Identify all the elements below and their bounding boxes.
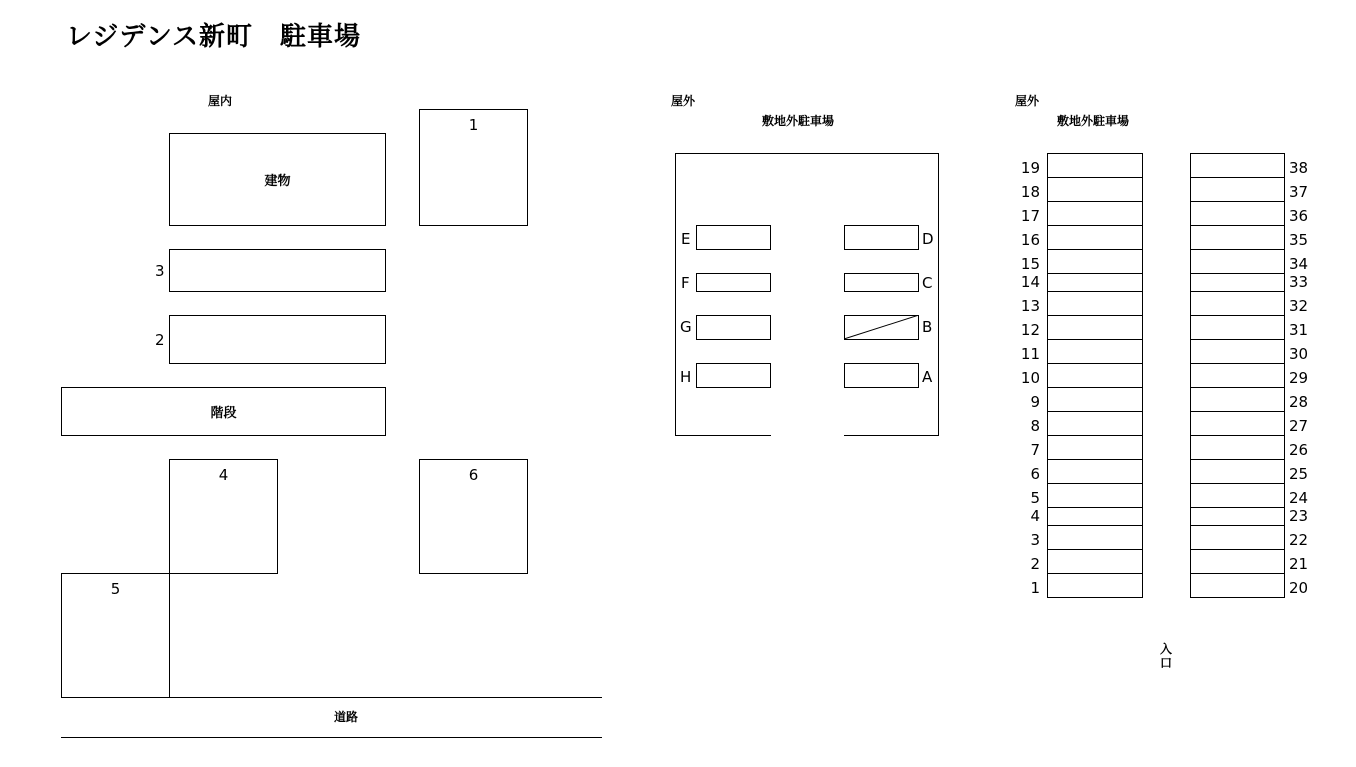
lot-b-parking-space bbox=[1190, 153, 1285, 178]
lot-b-space-number: 5 bbox=[1030, 489, 1040, 507]
lot-b-space-number: 23 bbox=[1289, 507, 1309, 525]
parking-space-1-label: 1 bbox=[468, 116, 479, 134]
lot-b-parking-space bbox=[1190, 387, 1285, 412]
lot-b-space-number: 25 bbox=[1289, 465, 1309, 483]
parking-space-b bbox=[844, 315, 919, 340]
lot-b-space-number: 34 bbox=[1289, 255, 1309, 273]
lot-b-space-number: 13 bbox=[1020, 297, 1040, 315]
lot-b-parking-space bbox=[1190, 177, 1285, 202]
lot-b-parking-space bbox=[1047, 225, 1143, 250]
lot-b-parking-space bbox=[1047, 549, 1143, 574]
lot-b-parking-space bbox=[1047, 201, 1143, 226]
parking-space-2 bbox=[169, 315, 386, 364]
entrance-label: 入口 bbox=[1159, 642, 1172, 670]
space-b-label: B bbox=[922, 318, 933, 336]
road-bottom-edge bbox=[61, 737, 602, 738]
lot-b-parking-space bbox=[1190, 573, 1285, 598]
lot-b-parking-space bbox=[1190, 339, 1285, 364]
lot-b-space-number: 33 bbox=[1289, 273, 1309, 291]
parking-space-4 bbox=[169, 459, 278, 574]
parking-space-h bbox=[696, 363, 771, 388]
stairs bbox=[61, 387, 386, 436]
lot-b-space-number: 3 bbox=[1030, 531, 1040, 549]
space-a-label: A bbox=[922, 368, 933, 386]
lot-b-space-number: 29 bbox=[1289, 369, 1309, 387]
lot-b-parking-space bbox=[1190, 483, 1285, 508]
lot-b-parking-space bbox=[1047, 339, 1143, 364]
lot-b-parking-space bbox=[1190, 291, 1285, 316]
parking-space-c bbox=[844, 273, 919, 292]
indoor-section-label: 屋内 bbox=[208, 94, 233, 108]
building bbox=[169, 133, 386, 226]
lot-b-space-number: 22 bbox=[1289, 531, 1309, 549]
lot-b-parking-space bbox=[1047, 507, 1143, 526]
unavailable-slash-icon bbox=[844, 315, 919, 340]
lot-b-space-number: 27 bbox=[1289, 417, 1309, 435]
lot-b-parking-space bbox=[1047, 483, 1143, 508]
lot-b-parking-space bbox=[1047, 273, 1143, 292]
lot-b-space-number: 11 bbox=[1020, 345, 1040, 363]
building-label: 建物 bbox=[264, 174, 291, 189]
parking-space-3-label: 3 bbox=[155, 262, 165, 280]
lot-a-right-edge bbox=[938, 153, 939, 436]
lot-b-parking-space bbox=[1190, 525, 1285, 550]
lot-b-space-number: 30 bbox=[1289, 345, 1309, 363]
offsite-b-area-label: 敷地外駐車場 bbox=[1057, 114, 1130, 128]
lot-b-parking-space bbox=[1190, 225, 1285, 250]
lot-b-space-number: 15 bbox=[1020, 255, 1040, 273]
parking-space-d bbox=[844, 225, 919, 250]
lot-b-space-number: 21 bbox=[1289, 555, 1309, 573]
space-c-label: C bbox=[922, 274, 933, 292]
space-d-label: D bbox=[922, 230, 934, 248]
lot-b-parking-space bbox=[1047, 387, 1143, 412]
parking-space-g bbox=[696, 315, 771, 340]
parking-space-5 bbox=[61, 573, 170, 698]
lot-b-space-number: 28 bbox=[1289, 393, 1309, 411]
space-f-label: F bbox=[681, 274, 690, 292]
lot-b-parking-space bbox=[1190, 411, 1285, 436]
parking-space-3 bbox=[169, 249, 386, 292]
lot-b-space-number: 2 bbox=[1030, 555, 1040, 573]
lot-b-space-number: 7 bbox=[1030, 441, 1040, 459]
lot-b-parking-space bbox=[1190, 435, 1285, 460]
lot-a-left-edge bbox=[675, 153, 676, 436]
parking-space-2-label: 2 bbox=[155, 331, 165, 349]
lot-b-parking-space bbox=[1047, 153, 1143, 178]
parking-space-e bbox=[696, 225, 771, 250]
lot-b-space-number: 1 bbox=[1030, 579, 1040, 597]
lot-b-space-number: 19 bbox=[1020, 159, 1040, 177]
lot-b-parking-space bbox=[1190, 363, 1285, 388]
lot-b-space-number: 31 bbox=[1289, 321, 1309, 339]
stairs-label: 階段 bbox=[210, 406, 237, 421]
lot-b-space-number: 9 bbox=[1030, 393, 1040, 411]
lot-b-space-number: 32 bbox=[1289, 297, 1309, 315]
space-g-label: G bbox=[680, 318, 692, 336]
lot-b-parking-space bbox=[1190, 507, 1285, 526]
lot-b-parking-space bbox=[1047, 525, 1143, 550]
parking-space-4-label: 4 bbox=[218, 466, 229, 484]
lot-b-space-number: 12 bbox=[1020, 321, 1040, 339]
parking-space-5-label: 5 bbox=[110, 580, 121, 598]
lot-b-space-number: 10 bbox=[1020, 369, 1040, 387]
lot-b-space-number: 24 bbox=[1289, 489, 1309, 507]
lot-b-parking-space bbox=[1190, 201, 1285, 226]
space-e-label: E bbox=[681, 230, 691, 248]
offsite-a-area-label: 敷地外駐車場 bbox=[762, 114, 835, 128]
road-label: 道路 bbox=[334, 710, 359, 724]
lot-b-parking-space bbox=[1190, 249, 1285, 274]
lot-a-top-edge bbox=[675, 153, 939, 154]
lot-b-parking-space bbox=[1047, 573, 1143, 598]
lot-b-parking-space bbox=[1047, 411, 1143, 436]
lot-b-space-number: 6 bbox=[1030, 465, 1040, 483]
parking-space-1 bbox=[419, 109, 528, 226]
lot-b-space-number: 26 bbox=[1289, 441, 1309, 459]
lot-b-space-number: 4 bbox=[1030, 507, 1040, 525]
lot-b-parking-space bbox=[1047, 177, 1143, 202]
lot-b-parking-space bbox=[1190, 549, 1285, 574]
lot-b-parking-space bbox=[1190, 273, 1285, 292]
space-h-label: H bbox=[680, 368, 692, 386]
lot-b-space-number: 8 bbox=[1030, 417, 1040, 435]
lot-b-parking-space bbox=[1047, 315, 1143, 340]
lot-b-parking-space bbox=[1047, 291, 1143, 316]
offsite-a-section-label: 屋外 bbox=[671, 94, 696, 108]
parking-space-f bbox=[696, 273, 771, 292]
lot-b-space-number: 17 bbox=[1020, 207, 1040, 225]
lot-b-parking-space bbox=[1190, 459, 1285, 484]
page-title: レジデンス新町 駐車場 bbox=[66, 22, 362, 52]
lot-a-bottom-edge-left bbox=[675, 435, 771, 436]
parking-space-6 bbox=[419, 459, 528, 574]
parking-space-6-label: 6 bbox=[468, 466, 479, 484]
parking-space-a bbox=[844, 363, 919, 388]
lot-b-space-number: 37 bbox=[1289, 183, 1309, 201]
lot-b-parking-space bbox=[1190, 315, 1285, 340]
lot-b-parking-space bbox=[1047, 459, 1143, 484]
lot-b-space-number: 14 bbox=[1020, 273, 1040, 291]
lot-b-space-number: 36 bbox=[1289, 207, 1309, 225]
lot-b-space-number: 16 bbox=[1020, 231, 1040, 249]
road-top-edge bbox=[169, 697, 602, 698]
lot-b-parking-space bbox=[1047, 249, 1143, 274]
lot-b-space-number: 20 bbox=[1289, 579, 1309, 597]
offsite-b-section-label: 屋外 bbox=[1015, 94, 1040, 108]
lot-b-space-number: 35 bbox=[1289, 231, 1309, 249]
lot-b-space-number: 38 bbox=[1289, 159, 1309, 177]
lot-a-bottom-edge-right bbox=[844, 435, 939, 436]
lot-b-parking-space bbox=[1047, 435, 1143, 460]
lot-b-space-number: 18 bbox=[1020, 183, 1040, 201]
lot-b-parking-space bbox=[1047, 363, 1143, 388]
